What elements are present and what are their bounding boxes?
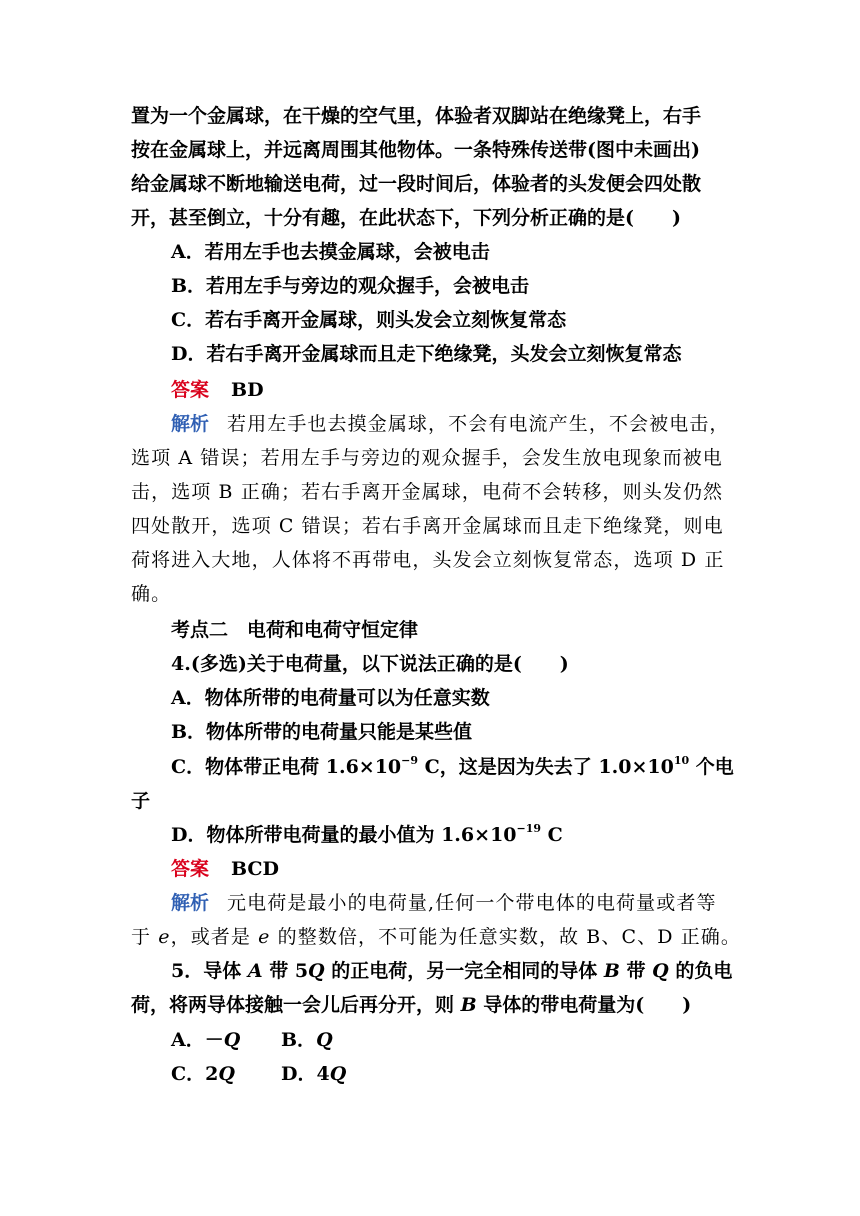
- stem-part: 5．导体: [171, 960, 248, 982]
- option-c-continued: 子: [131, 790, 151, 812]
- option-label: A．－: [171, 1029, 224, 1051]
- explanation-part: 的整数倍，不可能为任意实数，故 B、C、D 正确。: [270, 926, 741, 948]
- symbol-Q: Q: [652, 960, 669, 982]
- explanation-label: 解析: [171, 892, 210, 914]
- option-c: [171, 750, 734, 784]
- explanation-text: 四处散开，选项 C 错误；若右手离开金属球而且走下绝缘凳，则电: [131, 515, 724, 537]
- explanation-row: [171, 407, 731, 441]
- options-row: [171, 1057, 731, 1091]
- explanation-text: 确。: [131, 583, 172, 605]
- symbol-e: e: [158, 926, 171, 948]
- section-heading: 考点二 电荷和电荷守恒定律: [171, 619, 419, 641]
- option-b: B．物体所带的电荷量只能是某些值: [171, 721, 473, 743]
- explanation-label: 解析: [171, 413, 210, 435]
- option-c: [171, 1057, 281, 1091]
- explanation-text: 元电荷是最小的电荷量,任何一个带电体的电荷量或者等: [227, 892, 717, 914]
- option-c-text: C，这是因为失去了 1.0×10: [418, 756, 674, 778]
- answer-label: 答案: [171, 379, 210, 401]
- explanation-text: 荷将进入大地，人体将不再带电，头发会立刻恢复常态，选项 D 正: [131, 549, 725, 571]
- question-text: 按在金属球上，并远离周围其他物体。一条特殊传送带(图中未画出): [131, 139, 700, 161]
- option-d: D．若右手离开金属球而且走下绝缘凳，头发会立刻恢复常态: [171, 343, 682, 365]
- explanation-row: [171, 886, 731, 920]
- symbol-Q: Q: [218, 1063, 235, 1085]
- answer-value: BCD: [231, 858, 280, 880]
- option-d-text: C: [541, 824, 563, 846]
- option-label: D．4: [281, 1063, 330, 1085]
- symbol-e: e: [258, 926, 271, 948]
- symbol-B: B: [460, 994, 477, 1016]
- symbol-A: A: [247, 960, 263, 982]
- option-c-text: 个电: [689, 756, 734, 778]
- explanation-text: 选项 A 错误；若用左手与旁边的观众握手，会发生放电现象而被电: [131, 447, 723, 469]
- answer-row: [171, 373, 731, 407]
- option-b: B．若用左手与旁边的观众握手，会被电击: [171, 275, 530, 297]
- explanation-text: 击，选项 B 正确；若右手离开金属球，电荷不会转移，则头发仍然: [131, 481, 724, 503]
- options-row: [171, 1023, 731, 1057]
- stem-part: 带: [619, 960, 653, 982]
- option-a: A．物体所带的电荷量可以为任意实数: [171, 687, 490, 709]
- answer-row: [171, 852, 731, 886]
- explanation-text: [131, 920, 741, 954]
- stem-part: 导体的带电荷量为( ): [476, 994, 692, 1016]
- option-label: C．2: [171, 1063, 219, 1085]
- question-text: 给金属球不断地输送电荷，过一段时间后，体验者的头发便会四处散: [131, 173, 702, 195]
- stem-part: 带 5: [262, 960, 309, 982]
- option-d-text: D．物体所带电荷量的最小值为 1.6×10: [171, 824, 517, 846]
- exponent: 10: [673, 753, 690, 767]
- stem-part: 荷，将两导体接触一会儿后再分开，则: [131, 994, 461, 1016]
- explanation-part: 于: [131, 926, 159, 948]
- option-c: C．若右手离开金属球，则头发会立刻恢复常态: [171, 309, 567, 331]
- question-text: 置为一个金属球，在干燥的空气里，体验者双脚站在绝缘凳上，右手: [131, 105, 702, 127]
- question-stem: 4.(多选)关于电荷量，以下说法正确的是( ): [171, 653, 569, 675]
- option-c-text: C．物体带正电荷 1.6×10: [171, 756, 402, 778]
- symbol-Q: Q: [316, 1029, 333, 1051]
- symbol-Q: Q: [329, 1063, 347, 1085]
- explanation-part: ，或者是: [170, 926, 259, 948]
- option-label: B．: [281, 1029, 317, 1051]
- stem-part: 的正电荷，另一完全相同的导体: [324, 960, 604, 982]
- answer-value: BD: [231, 379, 264, 401]
- question-stem: [171, 954, 731, 988]
- option-a: A．若用左手也去摸金属球，会被电击: [171, 241, 490, 263]
- option-a: [171, 1023, 281, 1057]
- question-text: 开，甚至倒立，十分有趣，在此状态下，下列分析正确的是( ): [131, 207, 681, 229]
- answer-label: 答案: [171, 858, 210, 880]
- exponent: −19: [516, 821, 542, 835]
- exponent: −9: [401, 753, 419, 767]
- option-b: [281, 1029, 333, 1051]
- option-d: [281, 1063, 346, 1085]
- explanation-text: 若用左手也去摸金属球，不会有电流产生，不会被电击，: [227, 413, 730, 435]
- stem-part: 的负电: [668, 960, 733, 982]
- option-d: [171, 818, 731, 852]
- symbol-B: B: [603, 960, 620, 982]
- symbol-Q: Q: [223, 1029, 241, 1051]
- symbol-Q: Q: [308, 960, 325, 982]
- question-stem-continued: [131, 988, 731, 1022]
